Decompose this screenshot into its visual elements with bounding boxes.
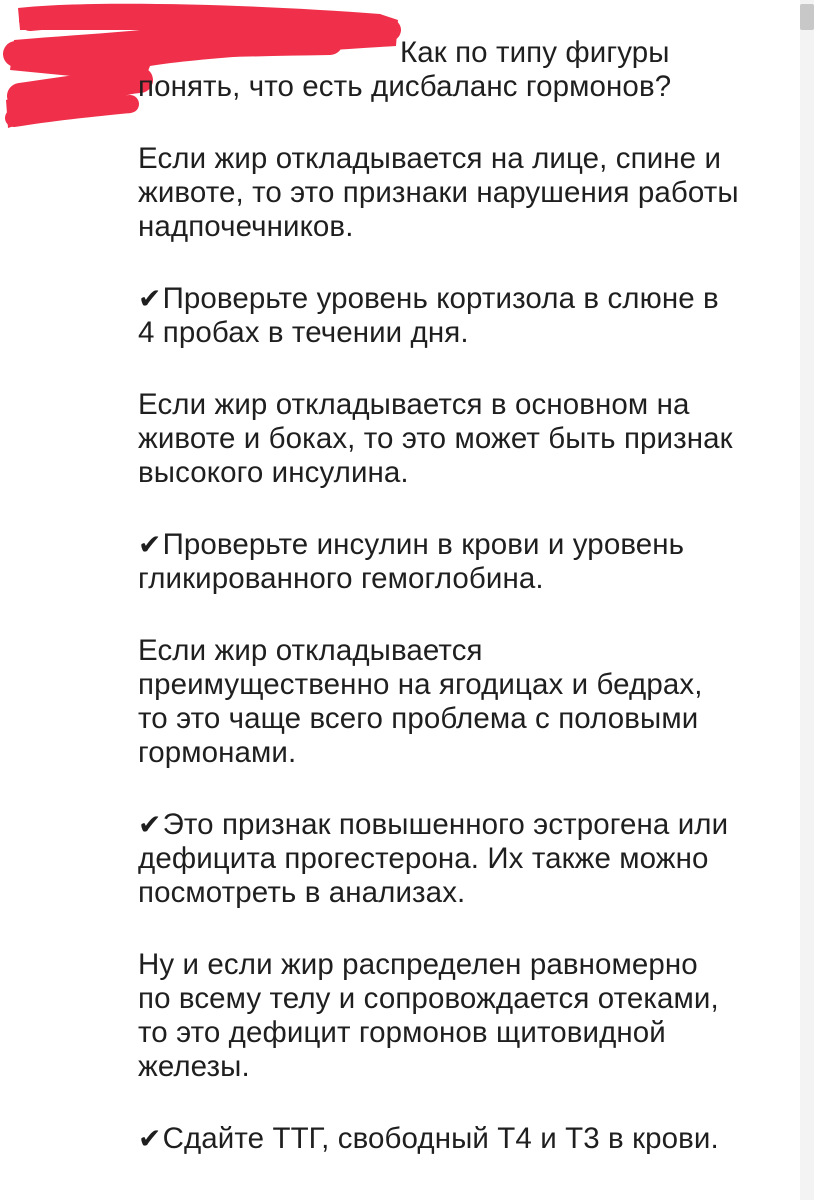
checkmark-icon: ✔ [138, 1122, 162, 1155]
estrogen-tip [138, 808, 788, 910]
insulin-tip [138, 528, 788, 596]
thyroid-paragraph: Ну и если жир распределен равномерно по всему телу и сопровождается отеками, то это дефицит гормонов щитовидной железы. [138, 948, 719, 1083]
scrollbar-thumb[interactable] [800, 4, 814, 30]
checkmark-icon: ✔ [138, 528, 162, 561]
checkmark-icon: ✔ [138, 282, 162, 315]
cortisol-tip-text: Проверьте уровень кортизола в слюне в 4 пробах в течении дня. [138, 282, 719, 349]
estrogen-tip-text: Это признак повышенного эстрогена или дефицита прогестерона. Их также можно посмотреть в анализах. [138, 808, 729, 909]
adrenal-paragraph: Если жир откладывается на лице, спине и животе, то это признаки нарушения работы надпочечников. [138, 142, 739, 243]
thyroid-tip [138, 1122, 788, 1156]
sex-hormones-paragraph: Если жир откладывается преимущественно на ягодицах и бедрах, то это чаще всего проблема с половыми гормонами. [138, 634, 703, 769]
checkmark-icon: ✔ [138, 808, 162, 841]
post-text [138, 36, 788, 1194]
thyroid-tip-text: Сдайте ТТГ, свободный Т4 и Т3 в крови. [162, 1122, 719, 1155]
scrollbar-track[interactable] [800, 0, 814, 1200]
cortisol-tip [138, 282, 788, 350]
insulin-tip-text: Проверьте инсулин в крови и уровень гликированного гемоглобина. [138, 528, 685, 595]
question-heading: Как по типу фигуры понять, что есть дисбаланс гормонов? [138, 36, 672, 103]
insulin-paragraph: Если жир откладывается в основном на животе и боках, то это может быть признак высокого инсулина. [138, 388, 733, 489]
